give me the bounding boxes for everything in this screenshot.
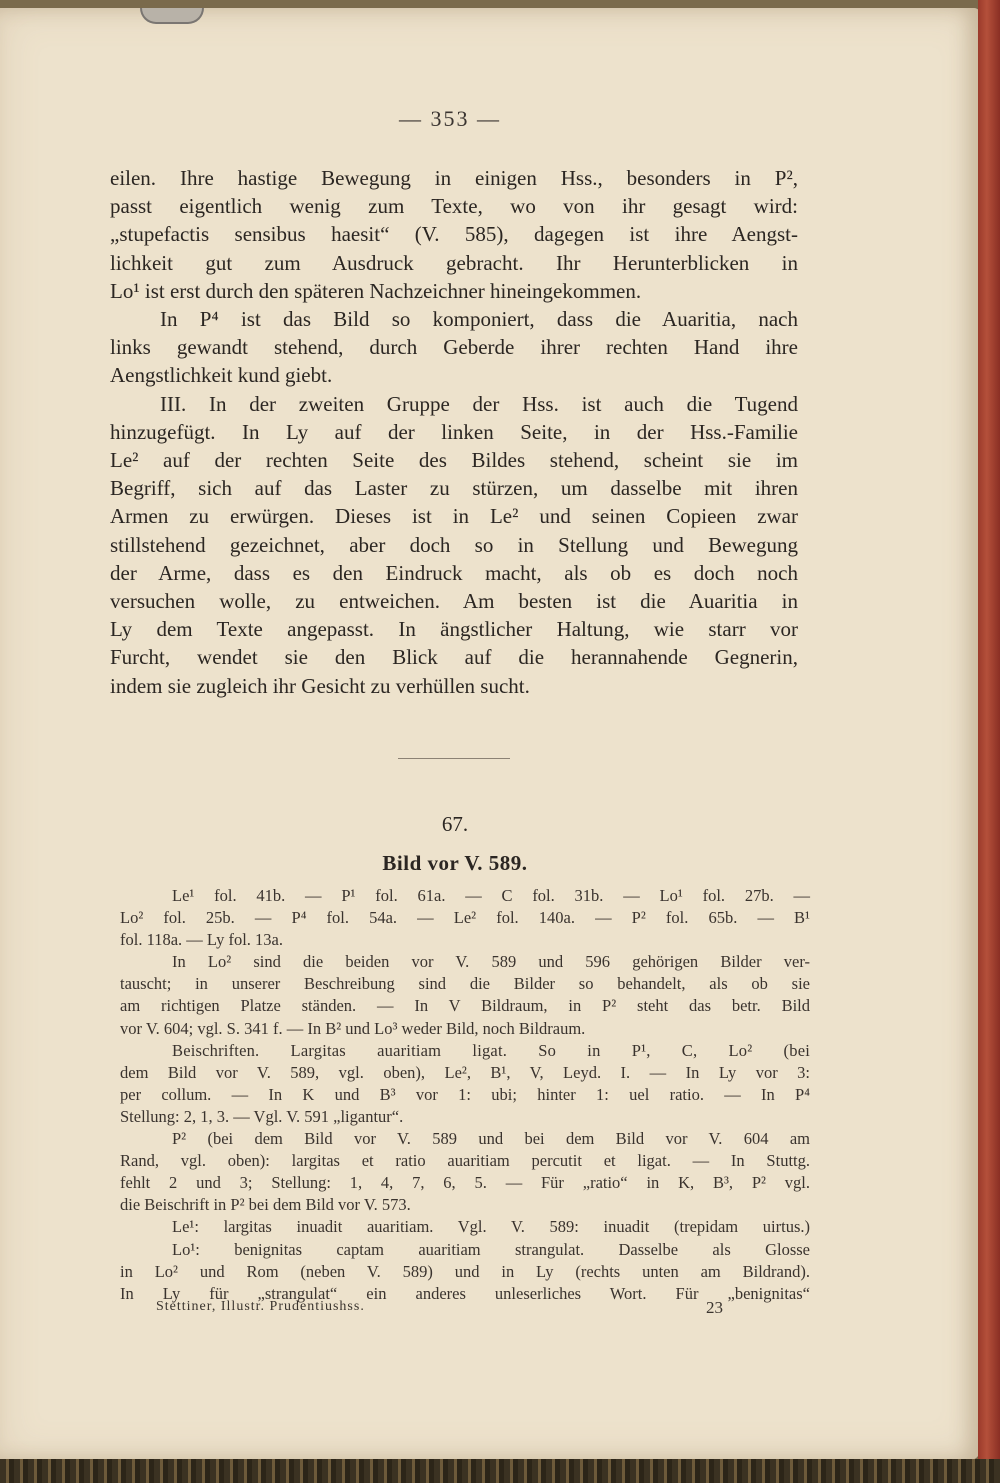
body-line: Begriff, sich auf das Laster zu stürzen, um dasselbe mit ihren [110,476,798,501]
note-line: vor V. 604; vgl. S. 341 f. — In B² und Lo³ weder Bild, noch Bildraum. [120,1018,586,1038]
paper-sheet [0,8,980,1460]
body-line: versuchen wolle, zu entweichen. Am besten ist die Auaritia in [110,589,798,614]
body-line: hinzugefügt. In Ly auf der linken Seite, in der Hss.-Familie [110,419,798,444]
body-line: links gewandt stehend, durch Geberde ihrer rechten Hand ihre [110,335,798,360]
section-divider [398,758,510,759]
body-line: Aengstlichkeit kund giebt. [110,363,333,388]
note-line: Beischriften. Largitas auaritiam ligat. So in P¹, C, Lo² (bei [172,1040,810,1060]
note-line: dem Bild vor V. 589, vgl. oben), Le², B¹, V, Leyd. I. — In Ly vor 3: [120,1062,810,1082]
body-line: „stupefactis sensibus haesit“ (V. 585), dagegen ist ihre Aengst- [110,222,798,247]
note-line: Lo¹: benignitas captam auaritiam strangulat. Dasselbe als Glosse [172,1239,810,1259]
body-line: III. In der zweiten Gruppe der Hss. ist auch die Tugend [160,391,798,416]
running-footer: Stettiner, Illustr. Prudentiushss. [156,1299,365,1314]
note-line: P² (bei dem Bild vor V. 589 und bei dem Bild vor V. 604 am [172,1129,810,1149]
body-line: stillstehend gezeichnet, aber doch so in Stellung und Bewegung [110,532,798,557]
body-line: Furcht, wendet sie den Blick auf die herannahende Gegnerin, [110,645,798,670]
body-line: Ly dem Texte angepasst. In ängstlicher Haltung, wie starr vor [110,617,798,642]
signature-mark: 23 [706,1298,723,1317]
note-line: fehlt 2 und 3; Stellung: 1, 4, 7, 6, 5. — Für „ratio“ in K, B³, P² vgl. [120,1173,810,1193]
note-line: Le¹ fol. 41b. — P¹ fol. 61a. — C fol. 31b. — Lo¹ fol. 27b. — [172,886,810,905]
section-title: Bild vor V. 589. [382,851,528,875]
section-number: 67. [441,812,469,836]
note-line: in Lo² und Rom (neben V. 589) und in Ly (rechts unten am Bildrand). [120,1261,810,1281]
book-bottom-edge [0,1459,1000,1483]
note-line: tauscht; in unserer Beschreibung sind die Bilder so behandelt, als ob sie [120,974,810,994]
note-line: die Beischrift in P² bei dem Bild vor V. 573. [120,1195,411,1215]
note-line: am richtigen Platze ständen. — In V Bildraum, in P² steht das betr. Bild [120,996,810,1016]
body-line: lichkeit gut zum Ausdruck gebracht. Ihr Herunterblicken in [110,250,798,275]
body-text [110,164,798,700]
note-line: In Lo² sind die beiden vor V. 589 und 596 gehörigen Bilder ver- [172,952,810,972]
note-line: Rand, vgl. oben): largitas et ratio auaritiam percutit et ligat. — In Stuttg. [120,1151,810,1171]
note-line: Le¹: largitas inuadit auaritiam. Vgl. V. 589: inuadit (trepidam uirtus.) [172,1217,810,1237]
note-line: per collum. — In K und B³ vor 1: ubi; hinter 1: uel ratio. — In P⁴ [120,1084,810,1104]
paper-clip [140,8,204,24]
note-line: Lo² fol. 25b. — P⁴ fol. 54a. — Le² fol. 140a. — P² fol. 65b. — B¹ [120,908,810,928]
body-line: der Arme, dass es den Eindruck macht, als ob es doch noch [110,560,798,585]
note-line: In Ly für „strangulat“ ein anderes unleserliches Wort. Für „benignitas“ [120,1283,810,1303]
book-cover-edge [978,0,1000,1483]
body-line: In P⁴ ist das Bild so komponiert, dass die Auaritia, nach [160,307,798,332]
body-line: Armen zu erwürgen. Dieses ist in Le² und seinen Copieen zwar [110,504,798,529]
body-line: eilen. Ihre hastige Bewegung in einigen Hss., besonders in P², [110,166,798,190]
body-line: Lo¹ ist erst durch den späteren Nachzeichner hineingekommen. [110,278,642,303]
body-line: indem sie zugleich ihr Gesicht zu verhüllen sucht. [110,673,530,698]
body-line: Le² auf der rechten Seite des Bildes stehend, scheint sie im [110,448,798,473]
note-line: fol. 118a. — Ly fol. 13a. [120,930,283,950]
body-line: passt eigentlich wenig zum Texte, wo von ihr gesagt wird: [110,194,798,219]
note-line: Stellung: 2, 1, 3. — Vgl. V. 591 „ligantur“. [120,1106,404,1126]
notes-text [120,885,810,1305]
page-number: — 353 — [399,106,501,131]
